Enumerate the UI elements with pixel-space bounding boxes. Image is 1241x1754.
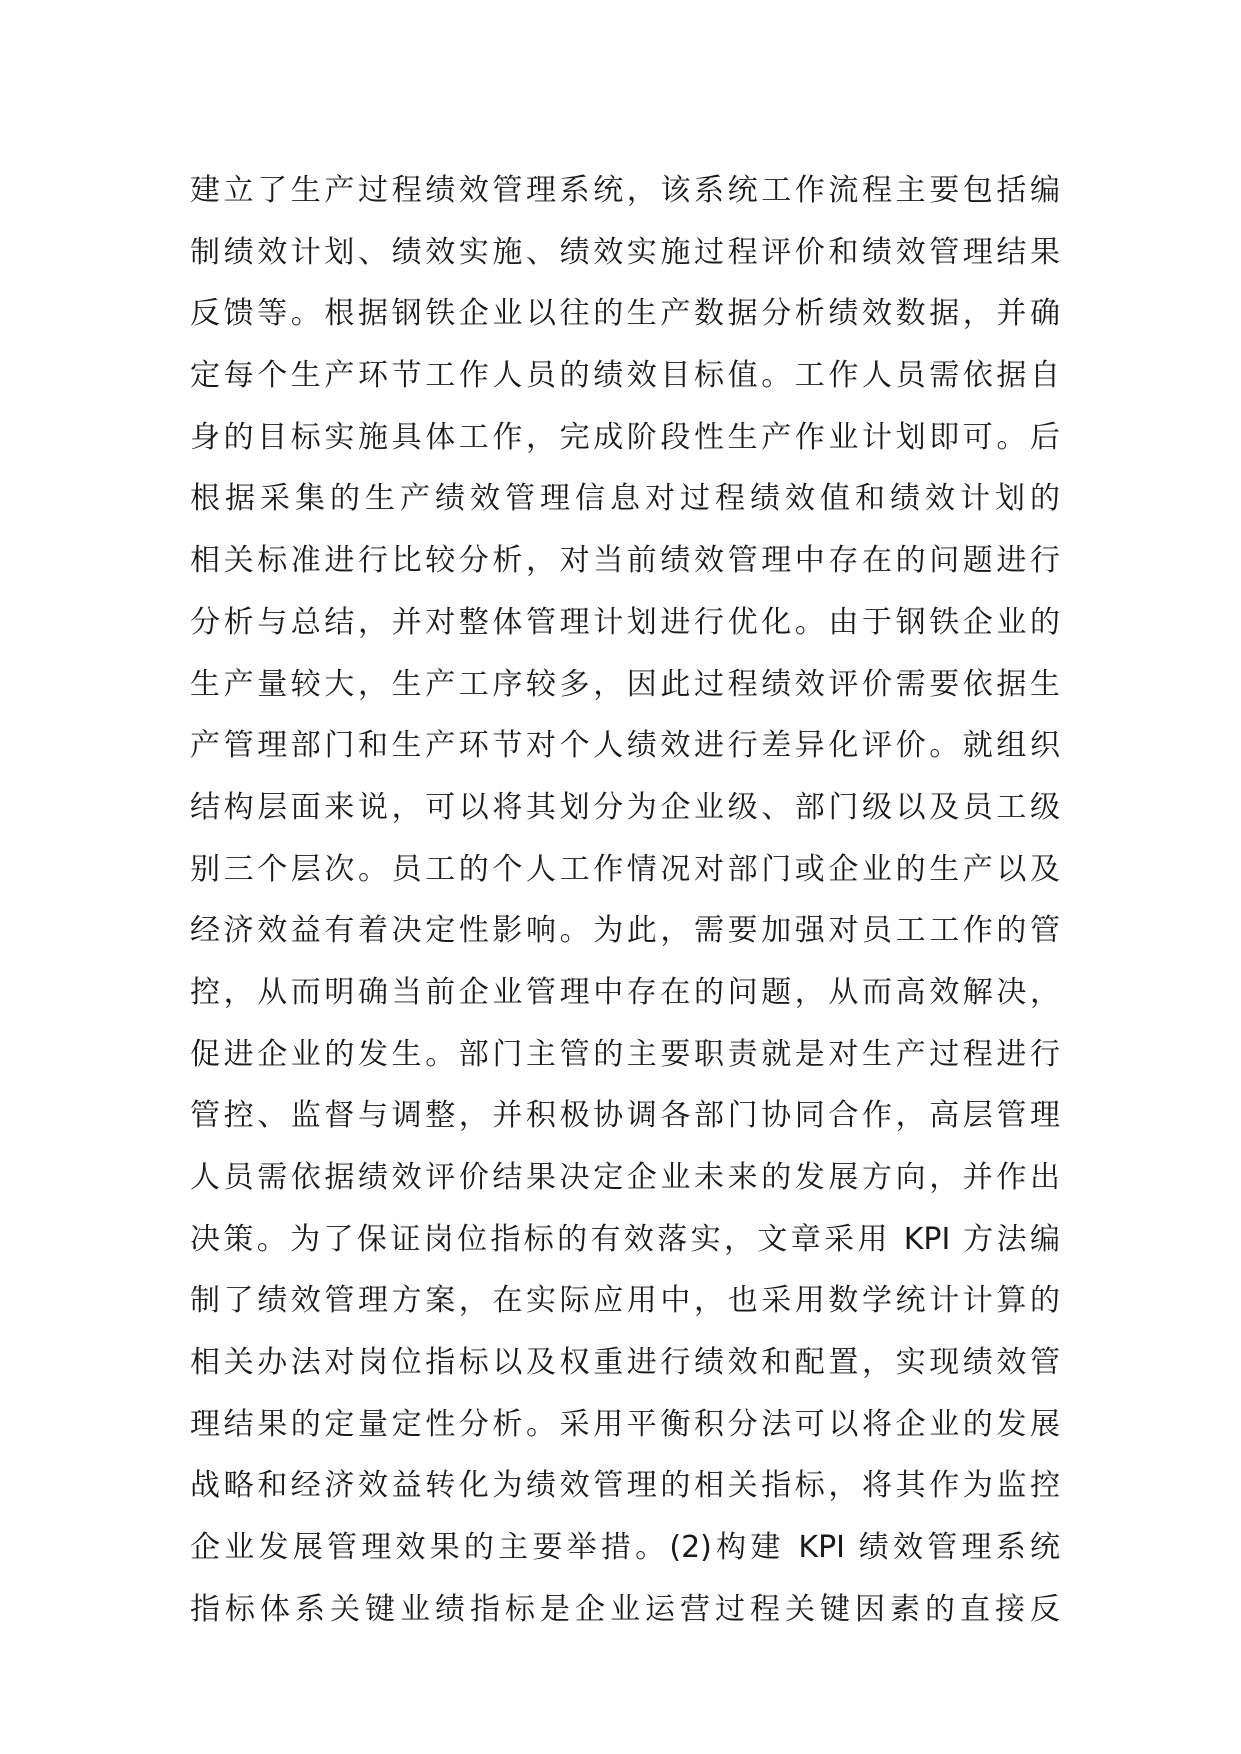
text-line-20: 相关办法对岗位指标以及权重进行绩效和配置，实现绩效管: [190, 1345, 1060, 1381]
text-line-4: 定每个生产环节工作人员的绩效目标值。工作人员需依据自: [190, 358, 1060, 394]
text-line-21: 理结果的定量定性分析。采用平衡积分法可以将企业的发展: [190, 1406, 1060, 1442]
body-paragraph: [190, 160, 1060, 1641]
text-line-13: 经济效益有着决定性影响。为此，需要加强对员工工作的管: [190, 913, 1060, 949]
text-line-11: 结构层面来说，可以将其划分为企业级、部门级以及员工级: [190, 789, 1060, 825]
text-line-14: 控，从而明确当前企业管理中存在的问题，从而高效解决，: [190, 974, 1060, 1010]
text-line-18: 决策。为了保证岗位指标的有效落实，文章采用 KPI 方法编: [190, 1221, 1060, 1257]
text-line-9: 生产量较大，生产工序较多，因此过程绩效评价需要依据生: [190, 666, 1060, 702]
text-line-10: 产管理部门和生产环节对个人绩效进行差异化评价。就组织: [190, 728, 1060, 764]
text-line-12: 别三个层次。员工的个人工作情况对部门或企业的生产以及: [190, 851, 1060, 887]
text-line-16: 管控、监督与调整，并积极协调各部门协同合作，高层管理: [190, 1098, 1060, 1134]
text-line-6: 根据采集的生产绩效管理信息对过程绩效值和绩效计划的: [190, 481, 1060, 517]
text-line-15: 促进企业的发生。部门主管的主要职责就是对生产过程进行: [190, 1036, 1060, 1072]
text-line-5: 身的目标实施具体工作，完成阶段性生产作业计划即可。后: [190, 419, 1060, 455]
text-line-2: 制绩效计划、绩效实施、绩效实施过程评价和绩效管理结果: [190, 234, 1060, 270]
text-line-23: 企业发展管理效果的主要举措。(2)构建 KPI 绩效管理系统: [190, 1530, 1060, 1566]
text-line-7: 相关标准进行比较分析，对当前绩效管理中存在的问题进行: [190, 543, 1060, 579]
text-line-3: 反馈等。根据钢铁企业以往的生产数据分析绩效数据，并确: [190, 296, 1060, 332]
text-line-24: 指标体系关键业绩指标是企业运营过程关键因素的直接反: [190, 1591, 1060, 1627]
text-line-19: 制了绩效管理方案，在实际应用中，也采用数学统计计算的: [190, 1283, 1060, 1319]
text-line-17: 人员需依据绩效评价结果决定企业未来的发展方向，并作出: [190, 1160, 1060, 1195]
text-line-8: 分析与总结，并对整体管理计划进行优化。由于钢铁企业的: [190, 604, 1060, 640]
text-line-22: 战略和经济效益转化为绩效管理的相关指标，将其作为监控: [190, 1468, 1060, 1504]
text-line-1: 建立了生产过程绩效管理系统，该系统工作流程主要包括编: [190, 173, 1060, 208]
